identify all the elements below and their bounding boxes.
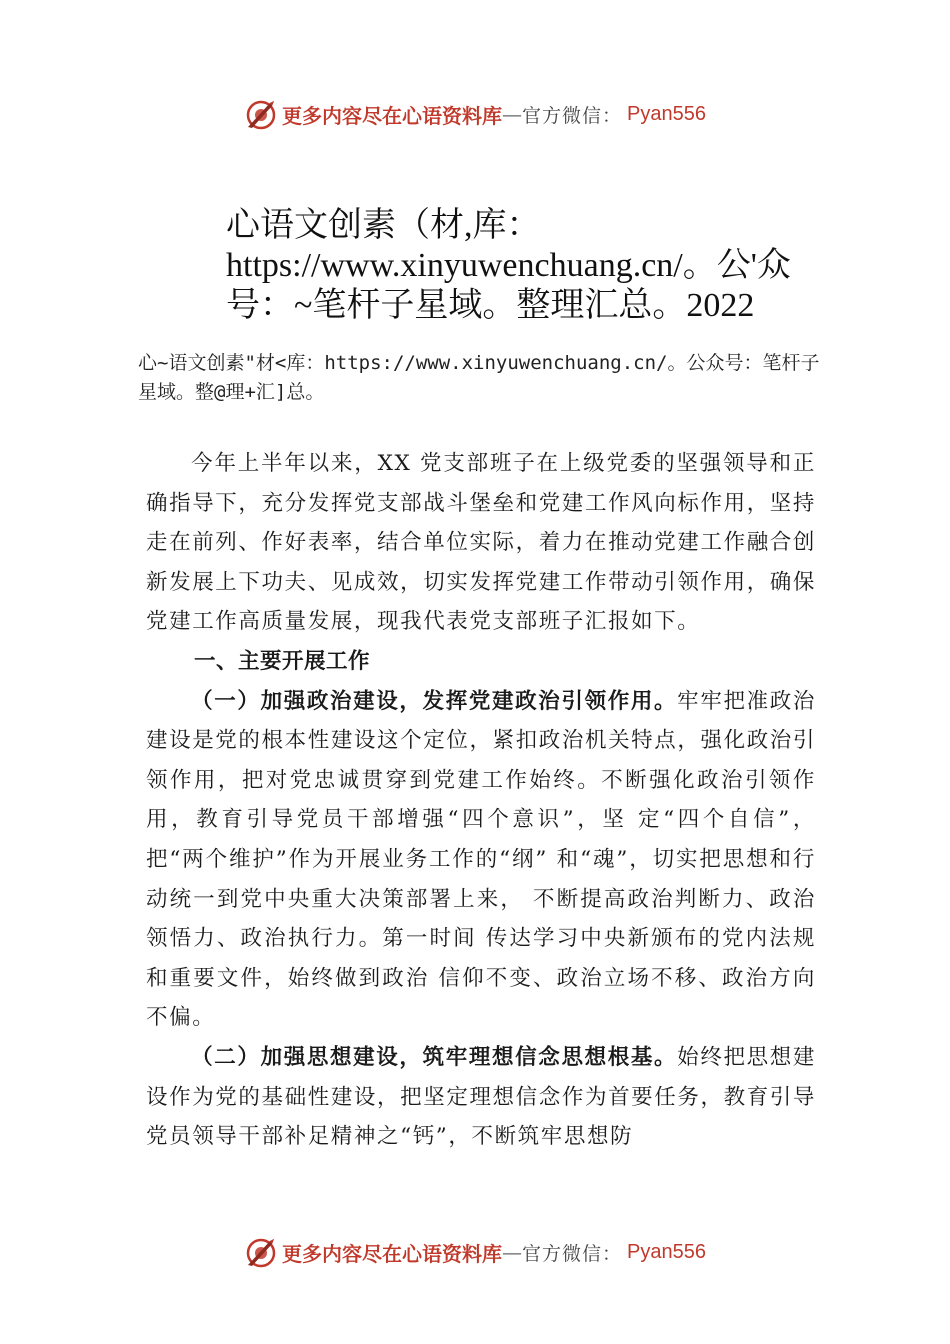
banner-colon: ：	[602, 1242, 622, 1265]
item-1-body: 牢牢把准政治建设是党的根本性建设这个定位，紧扣政治机关特点，强化政治引领作用，把对党忠诚贯穿到党建工作始终。不断强化政治引领作用，教育引导党员干部增强“四个意识”，坚 定“四个自信”，把“两个维护”作为开展业务工作的“纲” 和“魂”，切实把思想和行动统一到党中央重大决策部署上来， 不断提高政治判断力、政治领悟力、政治执行力。第一时间 传达学习中央新颁布的党内法规和重要文件，始终做到政治 信仰不变、政治立场不移、政治方向不偏。	[146, 688, 816, 1031]
intro-paragraph: 今年上半年以来，XX 党支部班子在上级党委的坚强领导和正确指导下，充分发挥党支部战斗堡垒和党建工作风向标作用，坚持走在前列、作好表率，结合单位实际，着力在推动党建工作融合创新发展上下功夫、见成效，切实发挥党建工作带动引领作用，确保党建工作高质量发展，现我代表党支部班子汇报如下。	[146, 451, 816, 635]
item-2-body: 始终把思想建设作为党的基础性建设，把坚定理想信念作为首要任务，教育引导党员领导干部补足精神之“钙”，不断筑牢思想防	[146, 1044, 816, 1150]
banner-wechat-label: 官方微信	[522, 104, 603, 127]
document-title: 心语文创素（材,库：https://www.xinyuwenchuang.cn/。公'众号：~笔杆子星域。整理汇总。2022	[226, 207, 791, 324]
banner-separator: —	[502, 102, 522, 126]
pen-logo-icon	[244, 97, 278, 131]
banner-colon: ：	[602, 104, 622, 127]
paragraph-item-1	[146, 682, 816, 1038]
document-body	[146, 444, 816, 1157]
banner-main-text: 更多内容尽在心语资料库	[282, 103, 502, 128]
document-subtitle: 心~语文创素"材<库：https://www.xinyuwenchuang.cn/。公众号：笔杆子星域。整@理+汇]总。	[138, 352, 820, 403]
pen-logo-icon	[244, 1235, 278, 1269]
banner-separator: —	[502, 1240, 522, 1264]
banner-wechat-id: Pyan556	[627, 102, 706, 125]
banner-wechat-id: Pyan556	[627, 1240, 706, 1263]
header-banner	[0, 94, 950, 134]
banner-main-text: 更多内容尽在心语资料库	[282, 1241, 502, 1266]
banner-wechat-label: 官方微信	[522, 1242, 603, 1265]
paragraph-item-2	[146, 1038, 816, 1157]
section-heading: 一、主要开展工作	[194, 648, 371, 674]
footer-banner	[0, 1232, 950, 1272]
item-1-heading: （一）加强政治建设，发挥党建政治引领作用。	[191, 688, 678, 714]
item-2-heading: （二）加强思想建设，筑牢理想信念思想根基。	[191, 1044, 678, 1070]
